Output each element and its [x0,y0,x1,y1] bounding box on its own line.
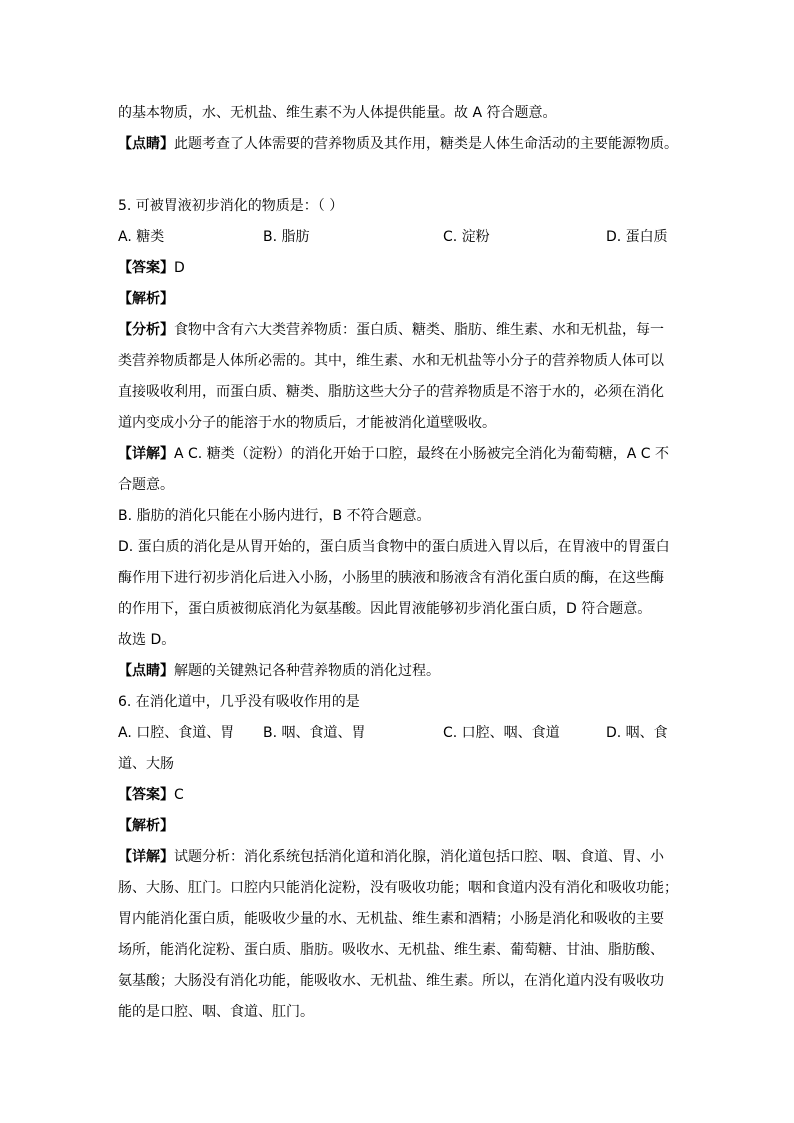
line-text: 的基本物质，水、无机盐、维生素不为人体提供能量。故 A 符合题意。 [118,105,557,121]
line-text: D [174,260,185,276]
text-line [118,661,440,681]
text-line [118,1002,314,1022]
text-line [118,134,678,154]
answer-option: B. 脂肪 [263,229,310,245]
line-text: 酶作用下进行初步消化后进入小肠，小肠里的胰液和肠液含有消化蛋白质的酶，在这些酶 [118,570,664,586]
line-text: 直接吸收利用，而蛋白质、糖类、脂肪这些大分子的营养物质是不溶于水的，必须在消化 [118,384,664,400]
text-line [118,940,664,960]
line-text: 肠、大肠、肛门。口腔内只能消化淀粉，没有吸收功能；咽和食道内没有消化和吸收功能； [118,880,678,896]
text-line [118,258,185,278]
line-text: 场所，能消化淀粉、蛋白质、脂肪。吸收水、无机盐、维生素、葡萄糖、甘油、脂肪酸、 [118,942,664,958]
line-text: A C. 糖类（淀粉）的消化开始于口腔，最终在小肠被完全消化为葡萄糖，A C 不 [174,446,669,462]
text-line [118,692,360,712]
section-tag: 【答案】 [118,260,174,276]
text-line [118,351,664,371]
line-text: 氨基酸；大肠没有消化功能，能吸收水、无机盐、维生素。所以，在消化道内没有吸收功 [118,973,664,989]
text-line [118,196,343,216]
line-text: 试题分析：消化系统包括消化道和消化腺，消化道包括口腔、咽、食道、胃、小 [174,849,664,865]
line-text: 类营养物质都是人体所必需的。其中，维生素、水和无机盐等小分子的营养物质人体可以 [118,353,664,369]
text-line [118,103,556,123]
answer-option: A. 口腔、食道、胃 [118,725,235,741]
answer-option: A. 糖类 [118,229,165,245]
text-line [118,289,174,309]
text-line [118,413,496,433]
line-text: B. 脂肪的消化只能在小肠内进行，B 不符合题意。 [118,508,431,524]
section-tag: 【分析】 [118,322,174,338]
text-line [118,630,175,650]
line-text: 6. 在消化道中，几乎没有吸收作用的是 [118,694,360,710]
text-line [118,537,670,557]
answer-option: D. 咽、食 [606,725,668,741]
line-text: 能的是口腔、咽、食道、肛门。 [118,1004,314,1020]
line-text: 此题考查了人体需要的营养物质及其作用，糖类是人体生命活动的主要能源物质。 [174,136,678,152]
text-line [118,320,664,340]
answer-option: D. 蛋白质 [606,229,668,245]
text-line [118,506,431,526]
text-line [118,599,651,619]
section-tag: 【解析】 [118,818,174,834]
answer-option: B. 咽、食道、胃 [263,725,366,741]
text-line [118,475,174,495]
line-text: 食物中含有六大类营养物质：蛋白质、糖类、脂肪、维生素、水和无机盐，每一 [174,322,664,338]
section-tag: 【解析】 [118,291,174,307]
line-text: 合题意。 [118,477,174,493]
line-text: 解题的关键熟记各种营养物质的消化过程。 [174,663,440,679]
section-tag: 【点睛】 [118,136,174,152]
text-line [118,382,664,402]
text-line [118,754,174,774]
line-text: 故选 D。 [118,632,176,648]
line-text: 道内变成小分子的能溶于水的物质后，才能被消化道壁吸收。 [118,415,496,431]
section-tag: 【详解】 [118,849,174,865]
answer-option: C. 口腔、咽、食道 [443,725,560,741]
text-line [118,568,664,588]
text-line [118,878,678,898]
text-line [118,847,664,867]
answer-option: C. 淀粉 [443,229,490,245]
line-text: D. 蛋白质的消化是从胃开始的，蛋白质当食物中的蛋白质进入胃以后，在胃液中的胃蛋白 [118,539,670,555]
text-line [118,785,184,805]
line-text: C [174,787,184,803]
text-line [118,909,664,929]
section-tag: 【答案】 [118,787,174,803]
line-text: 胃内能消化蛋白质，能吸收少量的水、无机盐、维生素和酒精；小肠是消化和吸收的主要 [118,911,664,927]
section-tag: 【点睛】 [118,663,174,679]
text-line [118,816,174,836]
text-line [118,971,664,991]
section-tag: 【详解】 [118,446,174,462]
line-text: 道、大肠 [118,756,174,772]
text-line [118,444,669,464]
line-text: 的作用下，蛋白质被彻底消化为氨基酸。因此胃液能够初步消化蛋白质，D 符合题意。 [118,601,652,617]
line-text: 5. 可被胃液初步消化的物质是：（ ） [118,198,344,214]
